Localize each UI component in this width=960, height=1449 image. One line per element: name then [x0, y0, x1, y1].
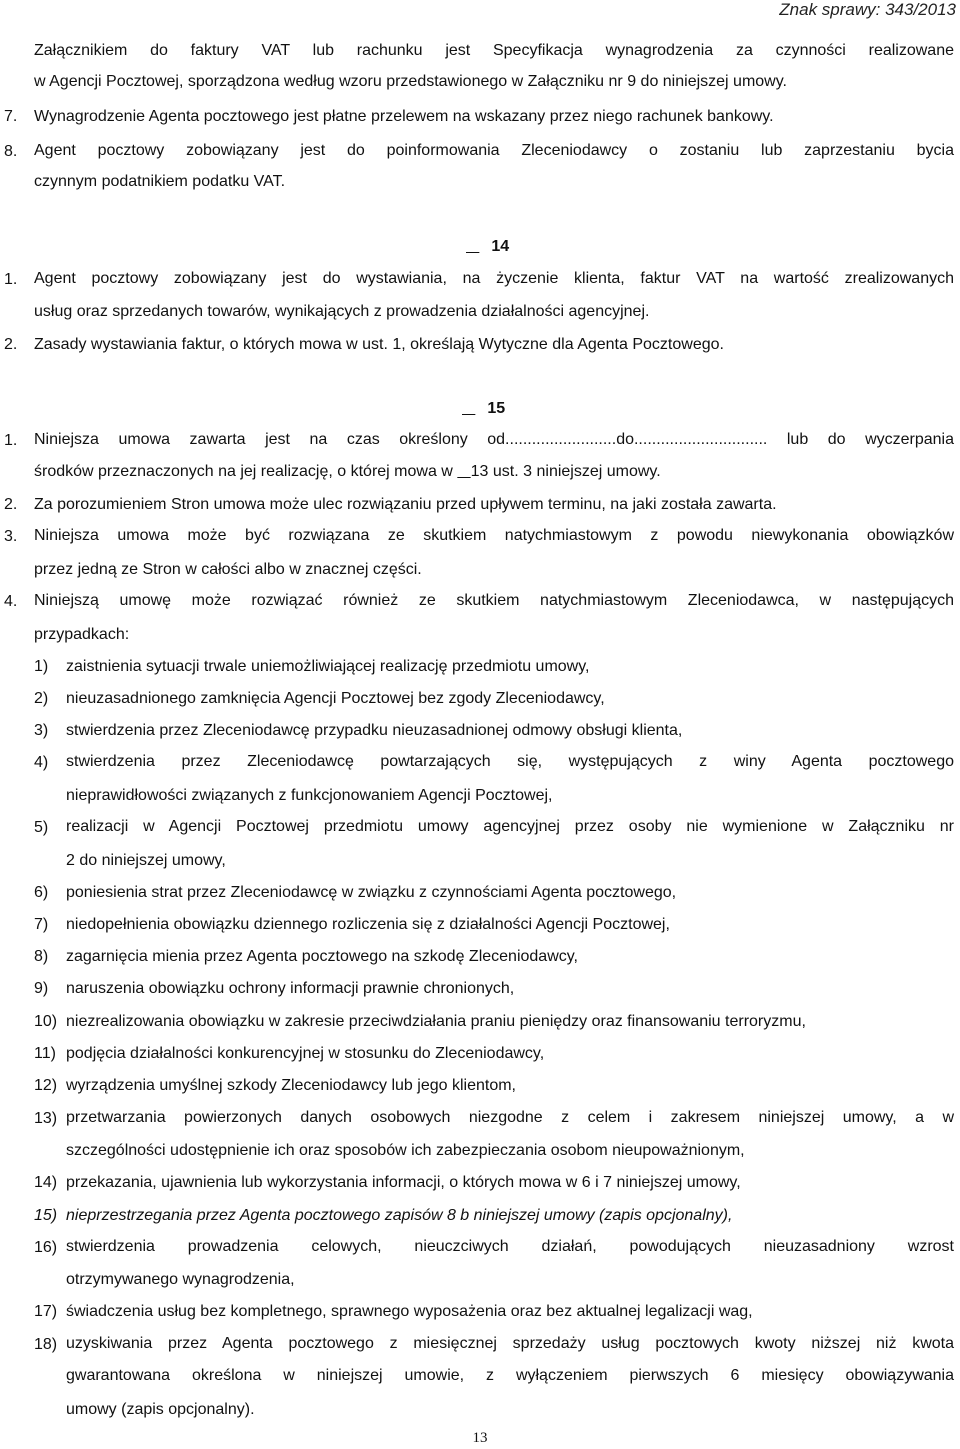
list-item-number: 10)	[34, 1013, 58, 1030]
list-item-number: 3)	[34, 722, 49, 739]
list-item: przekazania, ujawnienia lub wykorzystania informacji, o których mowa w 6 i 7 niniejszej umowy,	[66, 1174, 741, 1191]
section-symbol	[466, 238, 479, 255]
s14-p2-text: Zasady wystawiania faktur, o których mowa w ust. 1, określają Wytyczne dla Agenta Pocztowego.	[34, 336, 724, 353]
s15-p1-ref: 13	[470, 463, 489, 480]
section-symbol	[462, 400, 475, 417]
list-item: stwierdzenia przez Zleceniodawcę przypadku nieuzasadnionej odmowy obsługi klienta,	[66, 722, 683, 739]
s15-p4-line-2: przypadkach:	[34, 626, 130, 643]
list-item-number: 14)	[34, 1174, 58, 1191]
list-item-number: 1)	[34, 658, 49, 675]
s15-p2-number: 2.	[4, 496, 18, 513]
point-7-text: Wynagrodzenie Agenta pocztowego jest płatne przelewem na wskazany przez niego rachunek bankowy.	[34, 108, 774, 125]
s14-p1-line-2: usług oraz sprzedanych towarów, wynikających z prowadzenia działalności agencyjnej.	[34, 303, 650, 320]
section-reference	[457, 463, 470, 480]
section-15-heading	[462, 399, 505, 419]
s15-p4-number: 4.	[4, 593, 18, 610]
list-item-continuation: umowy (zapis opcjonalny).	[66, 1401, 255, 1418]
list-item-number: 18)	[34, 1336, 58, 1353]
list-item-continuation: szczególności udostępnienie ich oraz sposobów ich zabezpieczania osobom nieupoważnionym,	[66, 1142, 745, 1159]
s14-p1-line-1: Agent pocztowy zobowiązany jest do wystawiania, na życzenie klienta, faktur VAT na wartość zrealizowanych	[34, 270, 954, 287]
point-7-number: 7.	[4, 108, 18, 125]
s15-p3-line-1: Niniejsza umowa może być rozwiązana ze skutkiem natychmiastowym z powodu niewykonania obowiązków	[34, 527, 954, 544]
list-item: stwierdzenia prowadzenia celowych, nieuczciwych działań, powodujących nieuzasadniony wzrost	[66, 1238, 954, 1255]
list-item: podjęcia działalności konkurencyjnej w stosunku do Zleceniodawcy,	[66, 1045, 545, 1062]
s15-p3-number: 3.	[4, 528, 18, 545]
list-item-continuation: nieprawidłowości związanych z funkcjonowaniem Agencji Pocztowej,	[66, 787, 553, 804]
s14-p1-number: 1.	[4, 271, 18, 288]
list-item-number: 12)	[34, 1077, 58, 1094]
list-item: niedopełnienia obowiązku dziennego rozliczenia się z działalności Agencji Pocztowej,	[66, 916, 670, 933]
s15-p1-line-2	[34, 462, 661, 482]
list-item: stwierdzenia przez Zleceniodawcę powtarzających się, występujących z winy Agenta pocztowego	[66, 753, 954, 770]
intro-line-1: Załącznikiem do faktury VAT lub rachunku jest Specyfikacja wynagrodzenia za czynności realizowane	[34, 42, 954, 59]
list-item: zagarnięcia mienia przez Agenta pocztowego na szkodę Zleceniodawcy,	[66, 948, 578, 965]
list-item: poniesienia strat przez Zleceniodawcę w związku z czynnościami Agenta pocztowego,	[66, 884, 677, 901]
list-item-number: 16)	[34, 1239, 58, 1256]
list-item-number: 8)	[34, 948, 49, 965]
list-item-number: 15)	[34, 1207, 58, 1224]
intro-line-2: w Agencji Pocztowej, sporządzona według wzoru przedstawionego w Załączniku nr 9 do niniejszej umowy.	[34, 73, 787, 90]
list-item-number: 7)	[34, 916, 49, 933]
s15-p2-text: Za porozumieniem Stron umowa może ulec rozwiązaniu przed upływem terminu, na jaki została zawarta.	[34, 496, 777, 513]
list-item: nieprzestrzegania przez Agenta pocztowego zapisów 8 b niniejszej umowy (zapis opcjonalny),	[66, 1207, 733, 1224]
list-item: świadczenia usług bez kompletnego, sprawnego wyposażenia oraz bez aktualnej legalizacji wag,	[66, 1303, 753, 1320]
point-8-line-2: czynnym podatnikiem podatku VAT.	[34, 173, 286, 190]
list-item-continuation: 2 do niniejszej umowy,	[66, 852, 226, 869]
list-item-continuation: otrzymywanego wynagrodzenia,	[66, 1271, 295, 1288]
section-14-number: 14	[491, 238, 510, 255]
list-item-number: 9)	[34, 980, 49, 997]
list-item-number: 11)	[34, 1045, 56, 1062]
list-item: nieuzasadnionego zamknięcia Agencji Pocztowej bez zgody Zleceniodawcy,	[66, 690, 605, 707]
case-reference: Znak sprawy: 343/2013	[779, 0, 956, 19]
point-8-line-1: Agent pocztowy zobowiązany jest do poinformowania Zleceniodawcy o zostaniu lub zaprzestaniu bycia	[34, 142, 954, 159]
list-item-continuation: gwarantowana określona w niniejszej umowie, z wyłączeniem pierwszych 6 miesięcy obowiązywania	[66, 1367, 954, 1384]
list-item: wyrządzenia umyślnej szkody Zleceniodawcy lub jego klientom,	[66, 1077, 516, 1094]
list-item-number: 17)	[34, 1303, 58, 1320]
point-8-number: 8.	[4, 143, 18, 160]
s15-p1-line-1: Niniejsza umowa zawarta jest na czas określony od.........................do.............................. lub do wyczerpania	[34, 431, 954, 448]
list-item: zaistnienia sytuacji trwale uniemożliwiającej realizację przedmiotu umowy,	[66, 658, 590, 675]
s15-p1-line-2-text: środków przeznaczonych na jej realizację, o której mowa w	[34, 463, 453, 480]
list-item-number: 13)	[34, 1110, 58, 1127]
s15-p1-line-2-end: ust. 3 niniejszej umowy.	[492, 463, 661, 480]
list-item: naruszenia obowiązku ochrony informacji prawnie chronionych,	[66, 980, 515, 997]
section-14-heading	[466, 237, 509, 257]
list-item: uzyskiwania przez Agenta pocztowego z miesięcznej sprzedaży usług pocztowych kwoty niższej niż kwota	[66, 1335, 954, 1352]
s15-p1-number: 1.	[4, 432, 18, 449]
s15-p4-line-1: Niniejszą umowę może rozwiązać również ze skutkiem natychmiastowym Zleceniodawca, w następujących	[34, 592, 954, 609]
list-item: przetwarzania powierzonych danych osobowych niezgodne z celem i zakresem niniejszej umowy, a w	[66, 1109, 954, 1126]
list-item: realizacji w Agencji Pocztowej przedmiotu umowy agencyjnej przez osoby nie wymienione w Załączniku nr	[66, 818, 954, 835]
page-number: 13	[472, 1430, 488, 1446]
list-item-number: 5)	[34, 819, 49, 836]
list-item-number: 4)	[34, 754, 49, 771]
s14-p2-number: 2.	[4, 336, 18, 353]
section-15-number: 15	[487, 400, 506, 417]
list-item-number: 2)	[34, 690, 49, 707]
list-item-number: 6)	[34, 884, 49, 901]
s15-p3-line-2: przez jedną ze Stron w całości albo w znacznej części.	[34, 561, 422, 578]
list-item: niezrealizowania obowiązku w zakresie przeciwdziałania praniu pieniędzy oraz finansowaniu terroryzmu,	[66, 1013, 806, 1030]
